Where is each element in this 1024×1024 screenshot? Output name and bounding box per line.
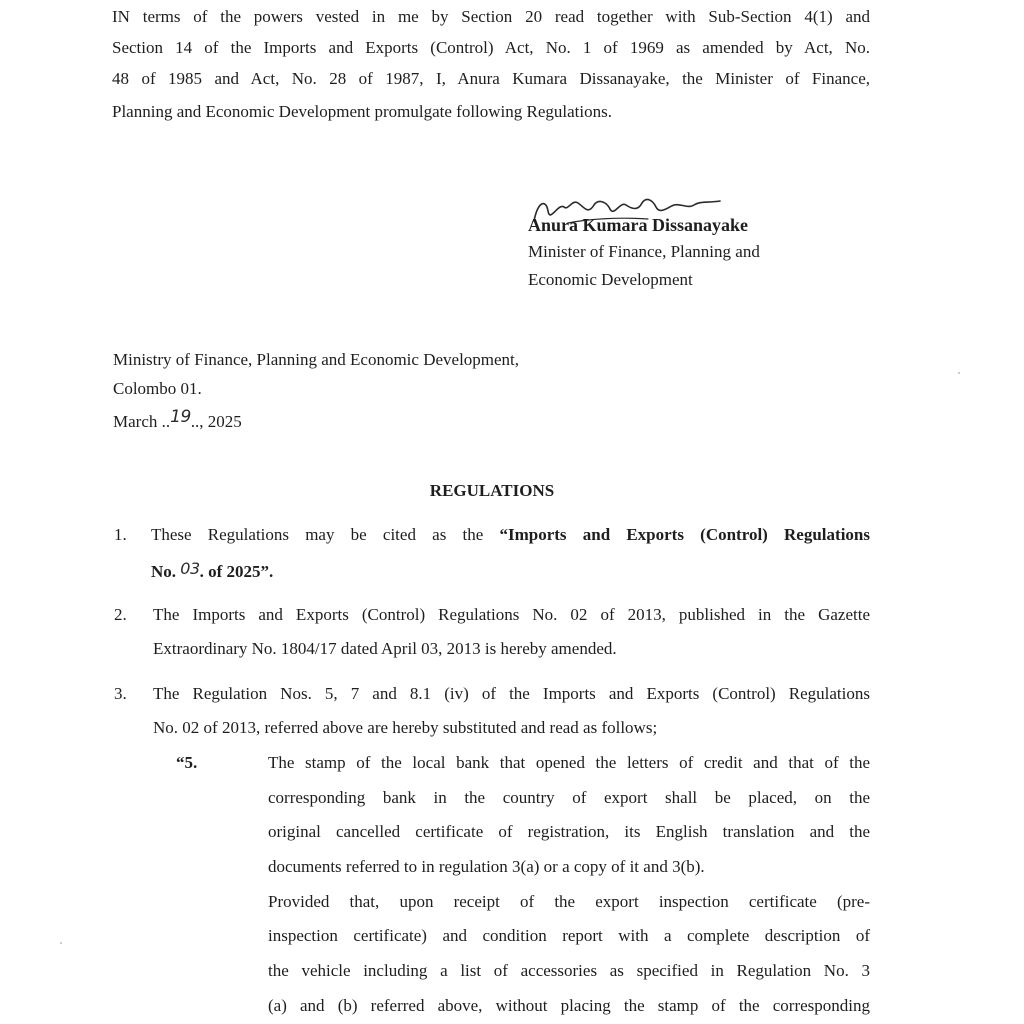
sub-regulation-5-line-3: original cancelled certificate of registration, its English translation and the	[268, 822, 870, 841]
scan-speck	[60, 942, 62, 944]
sub-regulation-5-line-5: Provided that, upon receipt of the export inspection certificate (pre-	[268, 892, 870, 911]
date-line	[113, 407, 242, 437]
signatory-name: Anura Kumara Dissanayake	[528, 215, 749, 235]
sub-regulation-5-line-1: The stamp of the local bank that opened the letters of credit and that of the	[268, 753, 870, 772]
regulation-1-title: “Imports and Exports (Control) Regulations	[499, 525, 870, 544]
regulation-1-plain-text: These Regulations may be cited as the	[151, 525, 500, 544]
signatory-title-line-1: Minister of Finance, Planning and	[528, 242, 760, 261]
sub-regulation-5-line-6: inspection certificate) and condition report with a complete description of	[268, 926, 870, 945]
regulation-2-line-2: Extraordinary No. 1804/17 dated April 03, 2013 is hereby amended.	[153, 639, 617, 658]
regulations-heading: REGULATIONS	[429, 481, 555, 500]
sub-regulation-5-line-2: corresponding bank in the country of export shall be placed, on the	[268, 788, 870, 807]
date-day-handwritten: 19	[170, 407, 191, 427]
preamble-line-1: IN terms of the powers vested in me by Section 20 read together with Sub-Section 4(1) and	[112, 7, 870, 26]
sub-regulation-5-line-4: documents referred to in regulation 3(a) or a copy of it and 3(b).	[268, 857, 705, 876]
sub-regulation-5-line-7: the vehicle including a list of accessories as specified in Regulation No. 3	[268, 961, 870, 980]
regulation-1-no-label: No.	[151, 562, 181, 581]
signatory-title-line-2: Economic Development	[528, 270, 693, 289]
scan-speck	[958, 372, 960, 374]
regulation-3-line-2: No. 02 of 2013, referred above are hereby substituted and read as follows;	[153, 718, 658, 737]
regulation-3-number: 3.	[114, 684, 127, 703]
regulation-3-line-1: The Regulation Nos. 5, 7 and 8.1 (iv) of the Imports and Exports (Control) Regulations	[153, 684, 870, 703]
address-line-1: Ministry of Finance, Planning and Economic Development,	[113, 350, 520, 369]
date-suffix: .., 2025	[190, 412, 242, 431]
regulation-1-no-handwritten: 03	[180, 559, 200, 578]
regulation-1-line-2	[151, 555, 273, 589]
address-line-2: Colombo 01.	[113, 379, 202, 398]
regulation-2-line-1: The Imports and Exports (Control) Regulations No. 02 of 2013, published in the Gazette	[153, 605, 870, 624]
regulation-1-year: . of 2025”.	[199, 562, 274, 581]
regulation-1-line-1	[151, 518, 870, 552]
regulation-2-number: 2.	[114, 605, 127, 624]
preamble-line-3: 48 of 1985 and Act, No. 28 of 1987, I, Anura Kumara Dissanayake, the Minister of Finance,	[112, 69, 870, 88]
preamble-line-2: Section 14 of the Imports and Exports (Control) Act, No. 1 of 1969 as amended by Act, No.	[112, 38, 870, 57]
date-prefix: March ..	[113, 412, 171, 431]
sub-regulation-5-number: “5.	[176, 753, 198, 772]
regulation-1-number: 1.	[114, 525, 127, 544]
preamble-line-4: Planning and Economic Development promulgate following Regulations.	[112, 102, 612, 121]
sub-regulation-5-line-8: (a) and (b) referred above, without placing the stamp of the corresponding	[268, 996, 870, 1015]
